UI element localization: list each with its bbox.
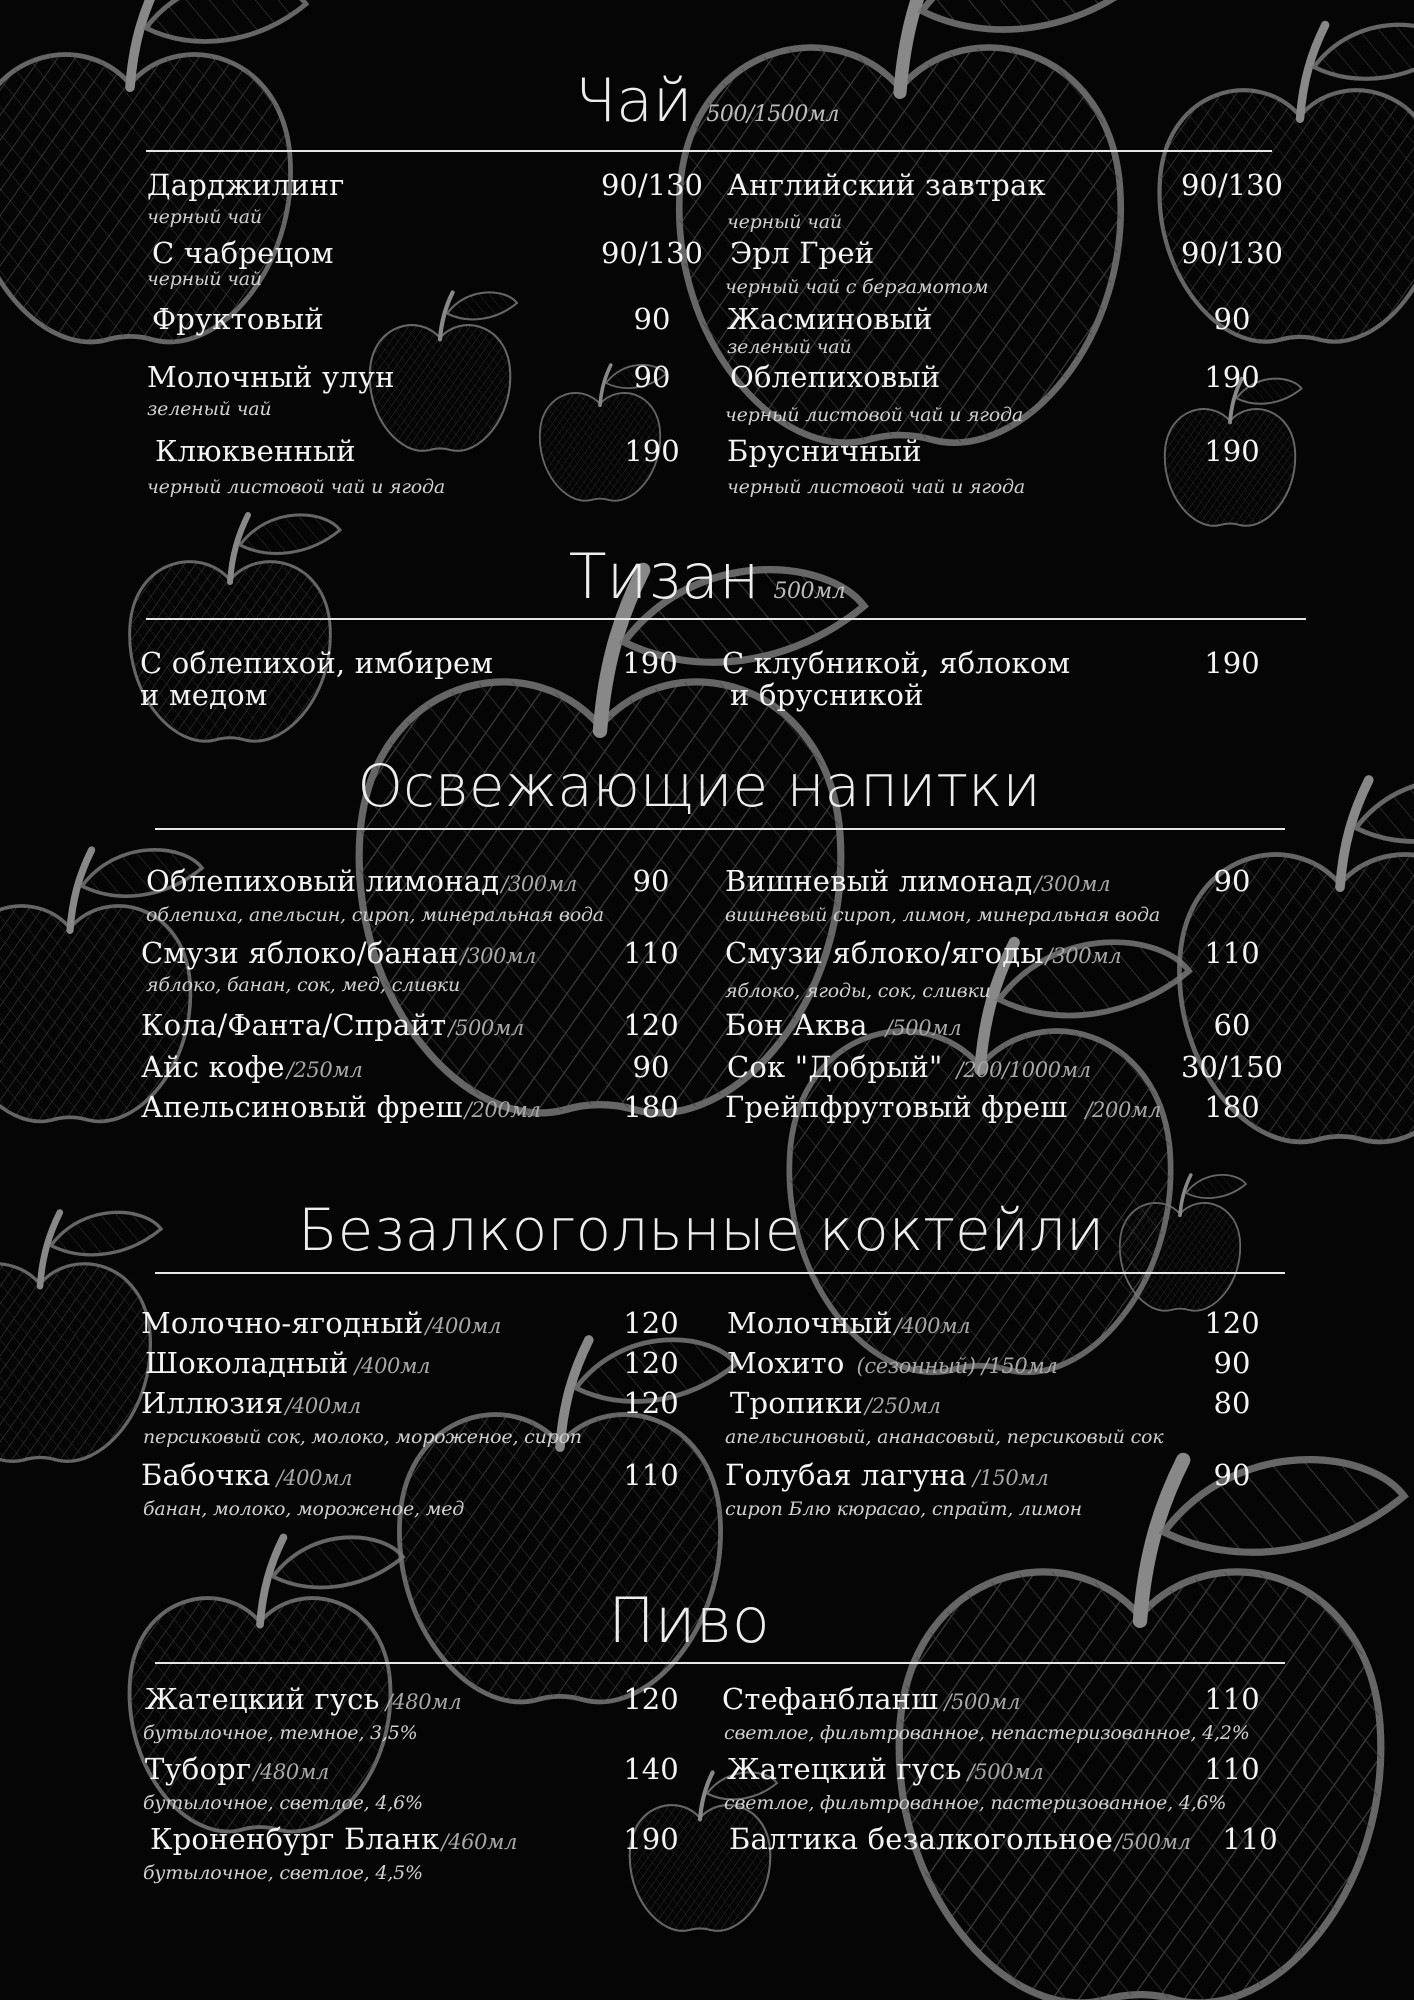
item-title: Молочно-ягодный xyxy=(141,1306,424,1340)
item-volume: /200/1000мл xyxy=(956,1058,1091,1082)
item-title: Иллюзия xyxy=(141,1386,284,1420)
item-price: 120 xyxy=(623,1346,679,1380)
tisane-divider xyxy=(146,618,1306,620)
tisane-volume: 500мл xyxy=(773,579,846,604)
item-name xyxy=(725,1458,1048,1492)
item-description: черный чай xyxy=(727,211,842,233)
item-price: 30/150 xyxy=(1180,1050,1284,1084)
item-title: Жатецкий гусь xyxy=(727,1752,962,1786)
item-title: Сок "Добрый" xyxy=(727,1050,943,1084)
item-volume: /500мл xyxy=(1114,1830,1191,1854)
item-volume: /400мл xyxy=(285,1394,361,1418)
item-description: сироп Блю кюрасао, спрайт, лимон xyxy=(725,1498,1082,1520)
item-price: 90 xyxy=(1213,864,1251,898)
item-name-line2: и брусникой xyxy=(730,678,924,712)
item-name xyxy=(141,1306,501,1340)
item-name xyxy=(150,1822,517,1856)
item-title: Облепиховый лимонад xyxy=(146,864,500,898)
beer-title: Пиво xyxy=(608,1584,770,1657)
item-description: персиковый сок, молоко, мороженое, сироп xyxy=(143,1426,582,1448)
item-volume: /400мл xyxy=(276,1466,353,1490)
item-volume: /200мл xyxy=(464,1098,541,1122)
cocktails-divider xyxy=(155,1272,1285,1274)
refresh-divider xyxy=(155,828,1285,830)
item-name xyxy=(145,1346,430,1380)
item-volume: (сезонный) /150мл xyxy=(856,1354,1058,1378)
item-price: 110 xyxy=(623,936,679,970)
item-price: 90/130 xyxy=(1180,236,1284,270)
item-price: 190 xyxy=(623,1822,679,1856)
item-price: 120 xyxy=(623,1386,679,1420)
item-title: Кроненбург Бланк xyxy=(150,1822,440,1856)
item-name: Молочный улун xyxy=(147,360,395,394)
item-title: Стефанбланш xyxy=(722,1682,939,1716)
item-name xyxy=(725,1090,1161,1124)
item-volume: /500мл xyxy=(967,1760,1044,1784)
item-description: яблоко, банан, сок, мед, сливки xyxy=(146,974,460,996)
item-title: Вишневый лимонад xyxy=(725,864,1033,898)
item-price: 80 xyxy=(1213,1386,1251,1420)
item-name: С чабрецом xyxy=(152,236,334,270)
item-title: Шоколадный xyxy=(145,1346,349,1380)
item-description: вишневый сироп, лимон, минеральная вода xyxy=(725,904,1160,926)
item-price: 110 xyxy=(623,1458,679,1492)
item-volume: /300мл xyxy=(1034,872,1111,896)
item-volume: /300мл xyxy=(1045,944,1122,968)
item-title: Айс кофе xyxy=(141,1050,285,1084)
item-price: 110 xyxy=(1222,1822,1278,1856)
item-title: Тропики xyxy=(730,1386,863,1420)
item-description: бутылочное, темное, 3,5% xyxy=(143,1722,418,1744)
item-title: Бабочка xyxy=(141,1458,271,1492)
item-name xyxy=(145,1752,329,1786)
item-price: 180 xyxy=(1204,1090,1260,1124)
item-title: Балтика безалкогольное xyxy=(729,1822,1113,1856)
item-name: Фруктовый xyxy=(152,302,324,336)
section-title-beer xyxy=(0,1584,1396,1657)
item-title: Апельсиновый фреш xyxy=(141,1090,463,1124)
item-price: 90 xyxy=(633,302,671,336)
item-name: Дарджилинг xyxy=(147,168,345,202)
item-price: 120 xyxy=(623,1306,679,1340)
item-description: яблоко, ягоды, сок, сливки xyxy=(725,980,991,1002)
tea-divider xyxy=(146,150,1272,152)
item-description: банан, молоко, мороженое, мед xyxy=(143,1498,465,1520)
item-name xyxy=(727,1050,1091,1084)
item-price: 110 xyxy=(1204,1682,1260,1716)
item-price: 190 xyxy=(1204,434,1260,468)
item-volume: /150мл xyxy=(972,1466,1049,1490)
item-price: 90/130 xyxy=(1180,168,1284,202)
item-description: светлое, фильтрованное, непастеризованное, 4,2% xyxy=(724,1722,1250,1744)
refresh-title: Освежающие напитки xyxy=(357,752,1041,820)
item-title: Туборг xyxy=(145,1752,252,1786)
item-description: апельсиновый, ананасовый, персиковый сок xyxy=(725,1426,1164,1448)
item-title: Голубая лагуна xyxy=(725,1458,967,1492)
item-description: черный чай xyxy=(147,268,262,290)
tea-title: Чай xyxy=(574,66,693,136)
item-title: Смузи яблоко/ягоды xyxy=(725,936,1044,970)
item-price: 60 xyxy=(1213,1008,1251,1042)
tea-volume: 500/1500мл xyxy=(706,102,840,127)
item-description: зеленый чай xyxy=(727,336,852,358)
item-description: черный листовой чай и ягода xyxy=(147,476,445,498)
item-name xyxy=(722,1682,1020,1716)
item-name-line1: С облепихой, имбирем xyxy=(140,646,494,680)
item-name xyxy=(725,936,1121,970)
item-volume: /250мл xyxy=(286,1058,363,1082)
item-price: 90 xyxy=(1213,302,1251,336)
item-name xyxy=(141,1050,362,1084)
section-title-refresh xyxy=(0,752,1406,820)
item-title: Жатецкий гусь xyxy=(145,1682,380,1716)
item-volume: /500мл xyxy=(944,1690,1020,1714)
item-price: 120 xyxy=(623,1682,679,1716)
item-name xyxy=(729,1822,1191,1856)
item-price: 190 xyxy=(1204,360,1260,394)
item-title: Кола/Фанта/Спрайт xyxy=(141,1008,447,1042)
item-name: Клюквенный xyxy=(155,434,356,468)
tisane-title: Тизан xyxy=(568,540,760,613)
item-volume: /400мл xyxy=(425,1314,501,1338)
item-volume: /400мл xyxy=(354,1354,430,1378)
item-name xyxy=(146,864,577,898)
item-description: зеленый чай xyxy=(147,398,272,420)
item-price: 90 xyxy=(632,864,670,898)
section-title-cocktails xyxy=(0,1196,1408,1264)
item-volume: /250мл xyxy=(864,1394,941,1418)
item-name: Эрл Грей xyxy=(730,236,875,270)
item-description: черный листовой чай и ягода xyxy=(727,476,1025,498)
item-name xyxy=(725,1008,961,1042)
item-name xyxy=(727,1306,970,1340)
item-name-line1: С клубникой, яблоком xyxy=(722,646,1071,680)
item-price: 190 xyxy=(1204,646,1260,680)
cocktails-title: Безалкогольные коктейли xyxy=(297,1196,1105,1264)
beer-divider xyxy=(155,1662,1285,1664)
item-name xyxy=(725,864,1110,898)
item-volume: /300мл xyxy=(460,944,537,968)
item-price: 90/130 xyxy=(600,236,704,270)
item-price: 180 xyxy=(623,1090,679,1124)
item-price: 90 xyxy=(1213,1346,1251,1380)
item-name xyxy=(141,1386,361,1420)
item-name xyxy=(141,1458,352,1492)
item-name xyxy=(141,936,536,970)
item-price: 140 xyxy=(623,1752,679,1786)
item-title: Молочный xyxy=(727,1306,893,1340)
item-price: 110 xyxy=(1204,936,1260,970)
section-title-tisane xyxy=(0,540,1414,613)
item-description: бутылочное, светлое, 4,6% xyxy=(143,1792,423,1814)
item-name: Брусничный xyxy=(727,434,922,468)
item-description: черный чай xyxy=(147,206,262,228)
item-name xyxy=(141,1008,524,1042)
item-price: 120 xyxy=(1204,1306,1260,1340)
item-name xyxy=(727,1752,1043,1786)
section-title-tea xyxy=(0,66,1414,136)
item-volume: /480мл xyxy=(385,1690,462,1714)
item-price: 120 xyxy=(623,1008,679,1042)
item-volume: /200мл xyxy=(1085,1098,1161,1122)
item-title: Смузи яблоко/банан xyxy=(141,936,459,970)
item-title: Мохито xyxy=(727,1346,845,1380)
item-name xyxy=(730,1386,940,1420)
item-description: светлое, фильтрованное, пастеризованное, 4,6% xyxy=(724,1792,1227,1814)
item-volume: /500мл xyxy=(448,1016,524,1040)
item-name: Облепиховый xyxy=(730,360,941,394)
item-name xyxy=(141,1090,540,1124)
item-title: Грейпфрутовый фреш xyxy=(725,1090,1068,1124)
item-price: 90/130 xyxy=(600,168,704,202)
item-description: облепиха, апельсин, сироп, минеральная вода xyxy=(146,904,604,926)
item-price: 190 xyxy=(624,434,680,468)
item-volume: /500мл xyxy=(885,1016,962,1040)
item-description: черный чай с бергамотом xyxy=(725,276,989,298)
item-price: 90 xyxy=(632,1050,670,1084)
item-name xyxy=(145,1682,461,1716)
item-price: 90 xyxy=(633,360,671,394)
item-price: 90 xyxy=(1213,1458,1251,1492)
item-description: черный листовой чай и ягода xyxy=(725,404,1023,426)
item-name: Жасминовый xyxy=(727,302,933,336)
item-name xyxy=(727,1346,1057,1380)
item-volume: /480мл xyxy=(253,1760,329,1784)
item-name-line2: и медом xyxy=(140,678,268,712)
item-volume: /300мл xyxy=(501,872,577,896)
item-price: 190 xyxy=(622,646,678,680)
item-volume: /460мл xyxy=(441,1830,518,1854)
item-volume: /400мл xyxy=(894,1314,971,1338)
item-price: 110 xyxy=(1204,1752,1260,1786)
item-title: Бон Аква xyxy=(725,1008,868,1042)
item-description: бутылочное, светлое, 4,5% xyxy=(143,1862,423,1884)
item-name: Английский завтрак xyxy=(727,168,1046,202)
